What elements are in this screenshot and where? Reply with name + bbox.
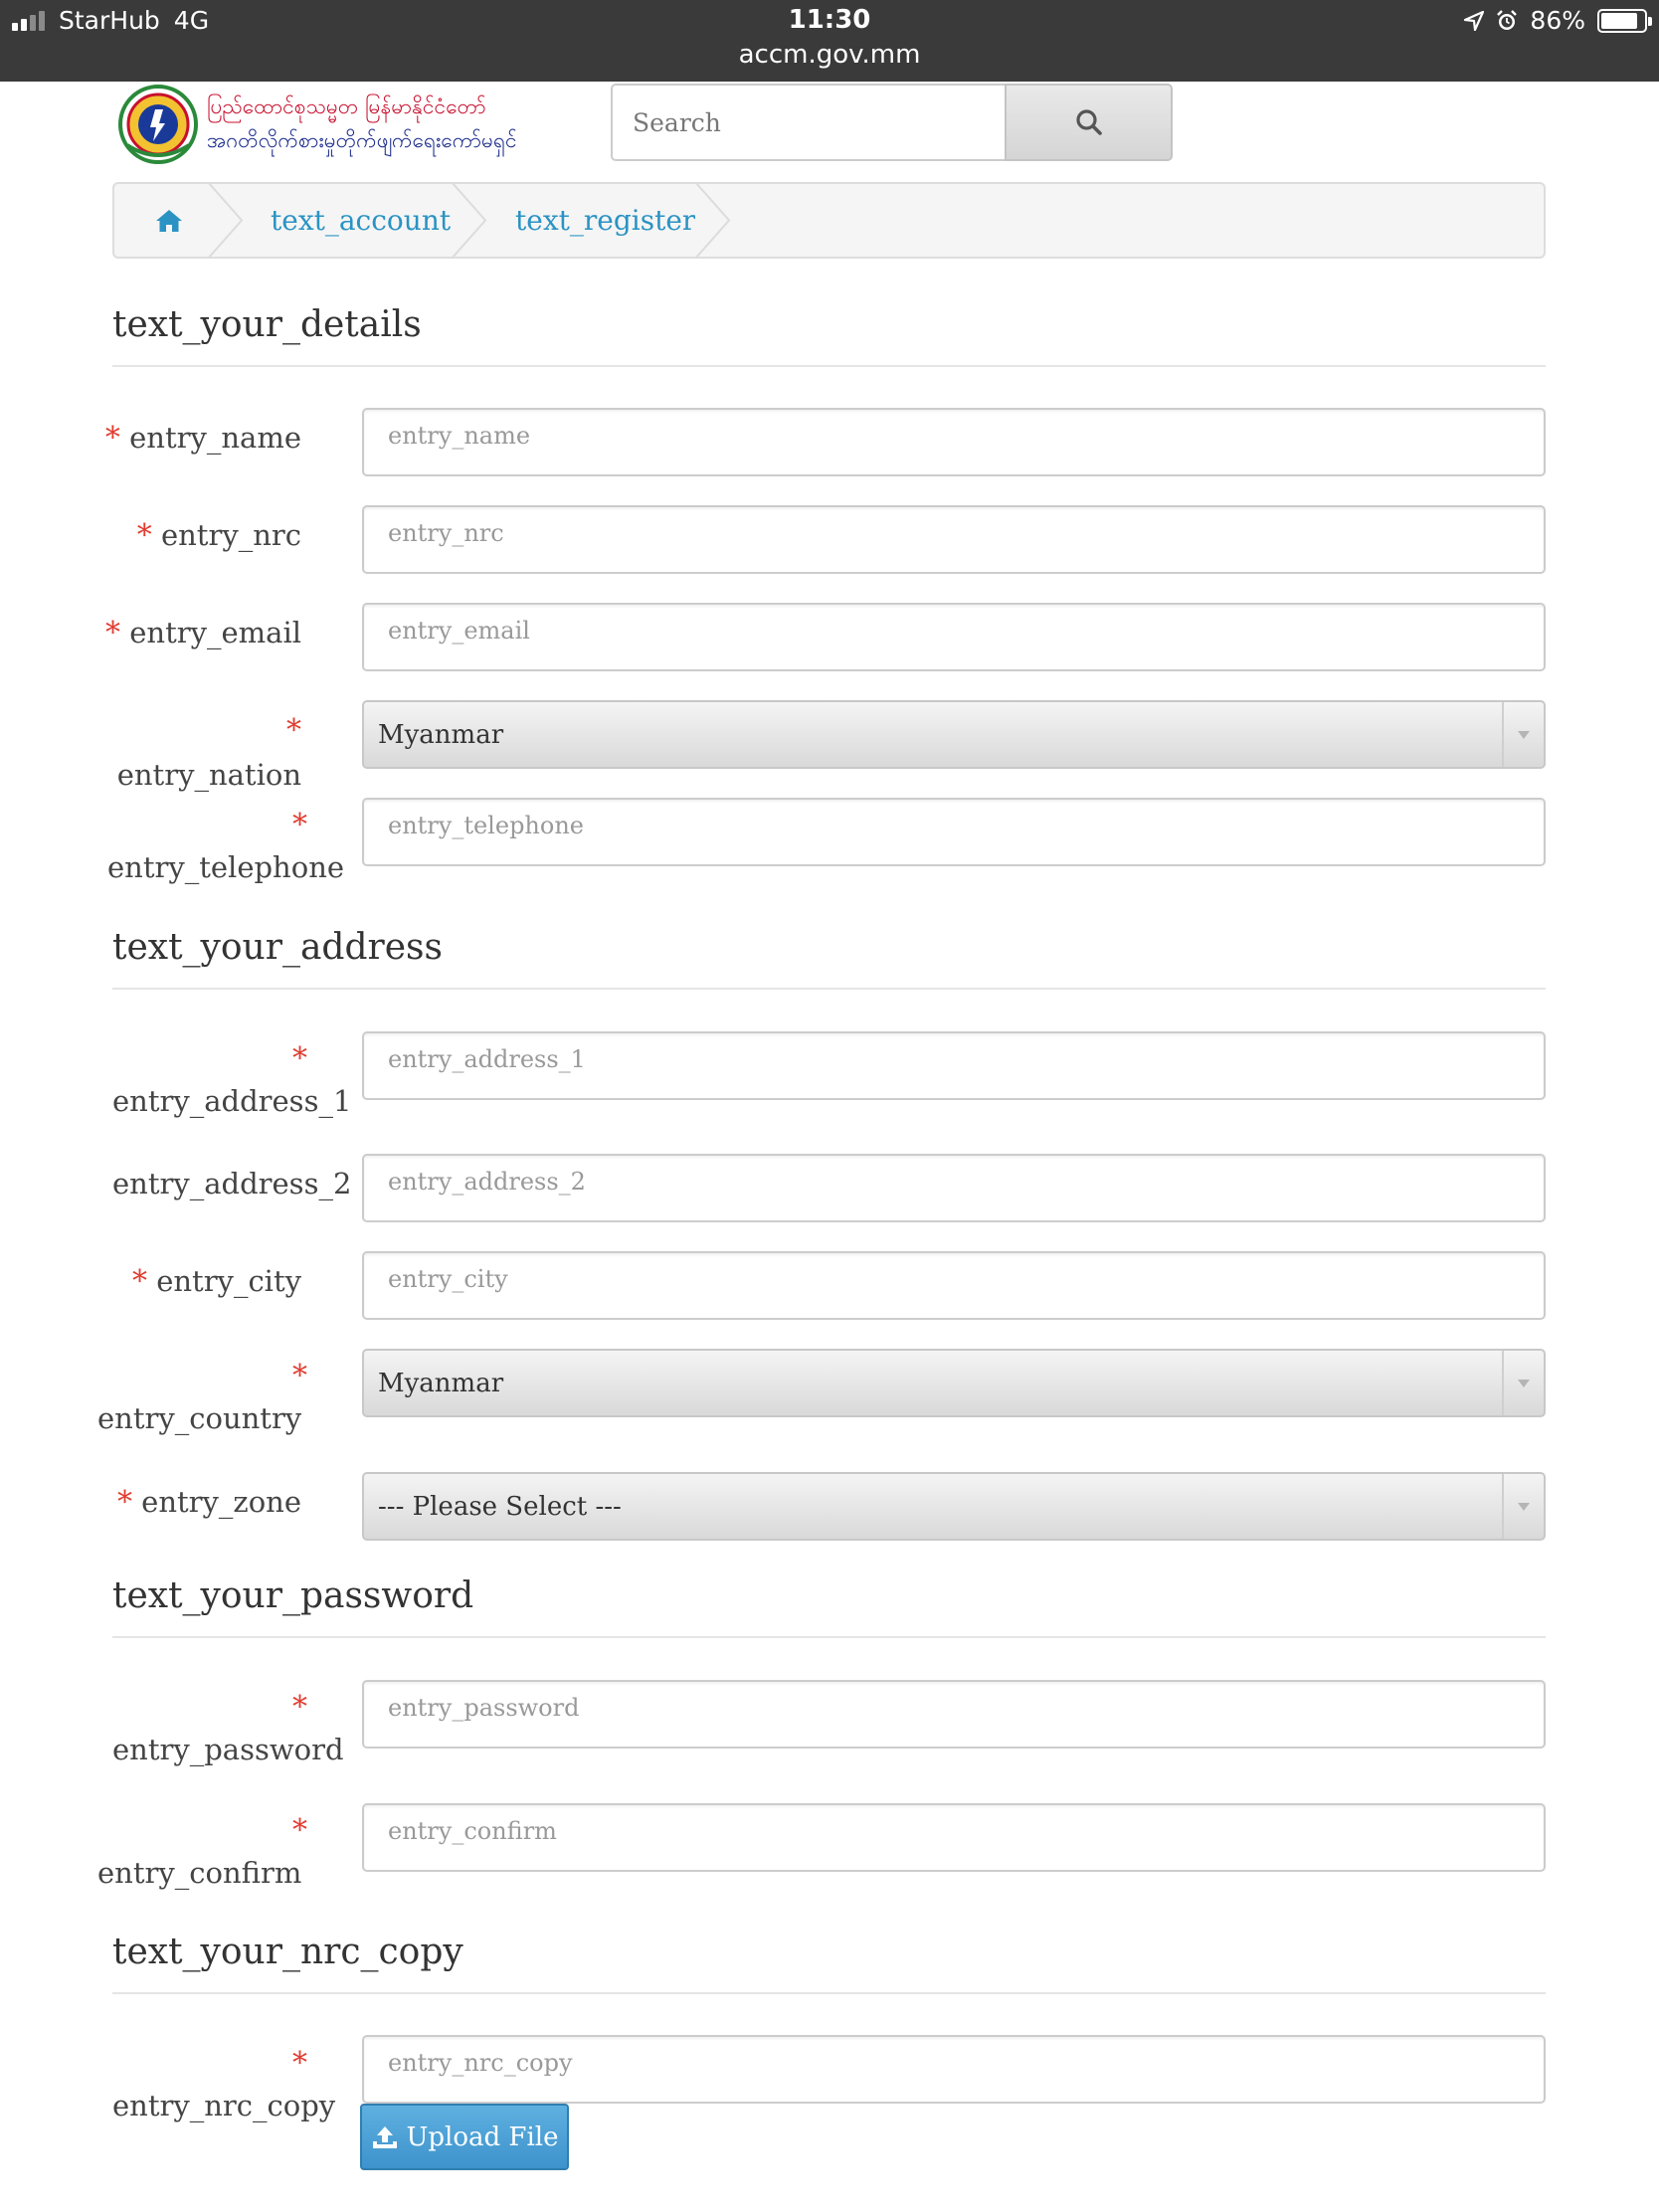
battery-icon [1597, 9, 1647, 33]
label-nrc-copy [107, 2042, 311, 2086]
breadcrumb-home[interactable] [154, 184, 184, 257]
telephone-field[interactable] [362, 798, 1546, 866]
city-field[interactable] [362, 1251, 1546, 1320]
nrc-field[interactable] [362, 505, 1546, 574]
label-city-text: entry_city [156, 1264, 301, 1298]
section-title-password: text_your_password [112, 1575, 474, 1616]
chevron-down-icon [1502, 1351, 1544, 1415]
breadcrumb-item-register[interactable]: text_register [515, 204, 696, 237]
required-marker: * [292, 808, 307, 842]
label-address-1 [107, 1037, 311, 1081]
carrier-label: StarHub [59, 6, 160, 35]
label-name [97, 416, 301, 461]
section-title-address: text_your_address [112, 927, 443, 968]
label-nation-text: entry_nation [116, 758, 301, 792]
breadcrumb [112, 182, 1546, 259]
chevron-down-icon [1502, 702, 1544, 767]
required-marker: * [136, 518, 152, 553]
breadcrumb-separator [693, 182, 733, 259]
label-zone-text: entry_zone [141, 1485, 301, 1519]
label-telephone [107, 804, 311, 847]
label-name-text: entry_name [129, 421, 301, 455]
required-marker: * [105, 616, 121, 650]
required-marker: * [131, 1264, 147, 1299]
label-nrc [97, 513, 301, 558]
label-country-text: entry_country [97, 1401, 302, 1435]
battery-percent: 86% [1530, 6, 1585, 35]
search-input[interactable] [611, 84, 1005, 161]
section-divider [112, 365, 1546, 367]
location-arrow-icon [1464, 11, 1484, 31]
zone-select-value: --- Please Select --- [378, 1491, 622, 1522]
label-email-text: entry_email [129, 616, 301, 649]
required-marker: * [292, 2046, 307, 2081]
confirm-password-field[interactable] [362, 1803, 1546, 1872]
address-bar-url[interactable]: accm.gov.mm [738, 40, 921, 70]
status-bar [0, 0, 1659, 82]
upload-button-label: Upload File [406, 2121, 559, 2152]
section-divider [112, 1636, 1546, 1638]
upload-file-button[interactable] [360, 2104, 569, 2170]
label-telephone-text: entry_telephone [107, 850, 345, 884]
nrc-copy-field[interactable] [362, 2035, 1546, 2104]
password-field[interactable] [362, 1680, 1546, 1749]
clock: 11:30 [788, 5, 871, 35]
breadcrumb-separator [450, 182, 489, 259]
nation-select[interactable] [362, 700, 1546, 769]
required-marker: * [292, 1359, 307, 1393]
upload-icon [371, 2124, 399, 2150]
label-country [107, 1355, 311, 1398]
breadcrumb-item-account[interactable]: text_account [271, 204, 452, 237]
label-email [97, 611, 301, 655]
required-marker: * [116, 1485, 132, 1520]
network-label: 4G [173, 6, 210, 35]
search-button[interactable] [1005, 84, 1173, 161]
required-marker: * [104, 421, 120, 456]
name-field[interactable] [362, 408, 1546, 476]
label-confirm [107, 1809, 311, 1853]
label-zone [97, 1480, 301, 1525]
country-select[interactable] [362, 1349, 1546, 1417]
label-address-2: entry_address_2 [112, 1167, 352, 1200]
section-title-nrc-copy: text_your_nrc_copy [112, 1932, 463, 1972]
label-nation [97, 708, 301, 797]
section-divider [112, 988, 1546, 990]
required-marker: * [292, 1041, 307, 1076]
label-password-text: entry_password [112, 1733, 344, 1766]
label-nrc-text: entry_nrc [160, 518, 301, 552]
label-address-1-text: entry_address_1 [112, 1084, 352, 1118]
label-city [97, 1259, 301, 1304]
breadcrumb-separator [206, 182, 246, 259]
search-icon [1075, 108, 1103, 136]
alarm-icon [1496, 10, 1518, 32]
zone-select[interactable] [362, 1472, 1546, 1541]
chevron-down-icon [1502, 1474, 1544, 1539]
address-1-field[interactable] [362, 1031, 1546, 1100]
logo-text-line1: ပြည်ထောင်စုသမ္မတ မြန်မာနိုင်ငံတော် [207, 94, 486, 118]
required-marker: * [292, 1690, 307, 1725]
label-confirm-text: entry_confirm [97, 1856, 302, 1890]
nation-select-value: Myanmar [378, 719, 504, 750]
country-select-value: Myanmar [378, 1368, 504, 1398]
logo-text-line2: အဂတိလိုက်စားမှုတိုက်ဖျက်ရေးကော်မရှင် [207, 128, 517, 152]
email-field[interactable] [362, 603, 1546, 671]
site-logo[interactable] [115, 84, 533, 165]
required-marker: * [292, 1813, 307, 1848]
emblem-icon [115, 84, 201, 165]
label-password [107, 1686, 311, 1730]
required-marker: * [286, 713, 301, 748]
home-icon [154, 208, 184, 234]
label-nrc-copy-text: entry_nrc_copy [112, 2089, 336, 2122]
address-2-field[interactable] [362, 1154, 1546, 1222]
status-right [1464, 6, 1647, 35]
search-bar [611, 84, 1173, 161]
section-divider [112, 1992, 1546, 1994]
section-title-details: text_your_details [112, 304, 422, 345]
